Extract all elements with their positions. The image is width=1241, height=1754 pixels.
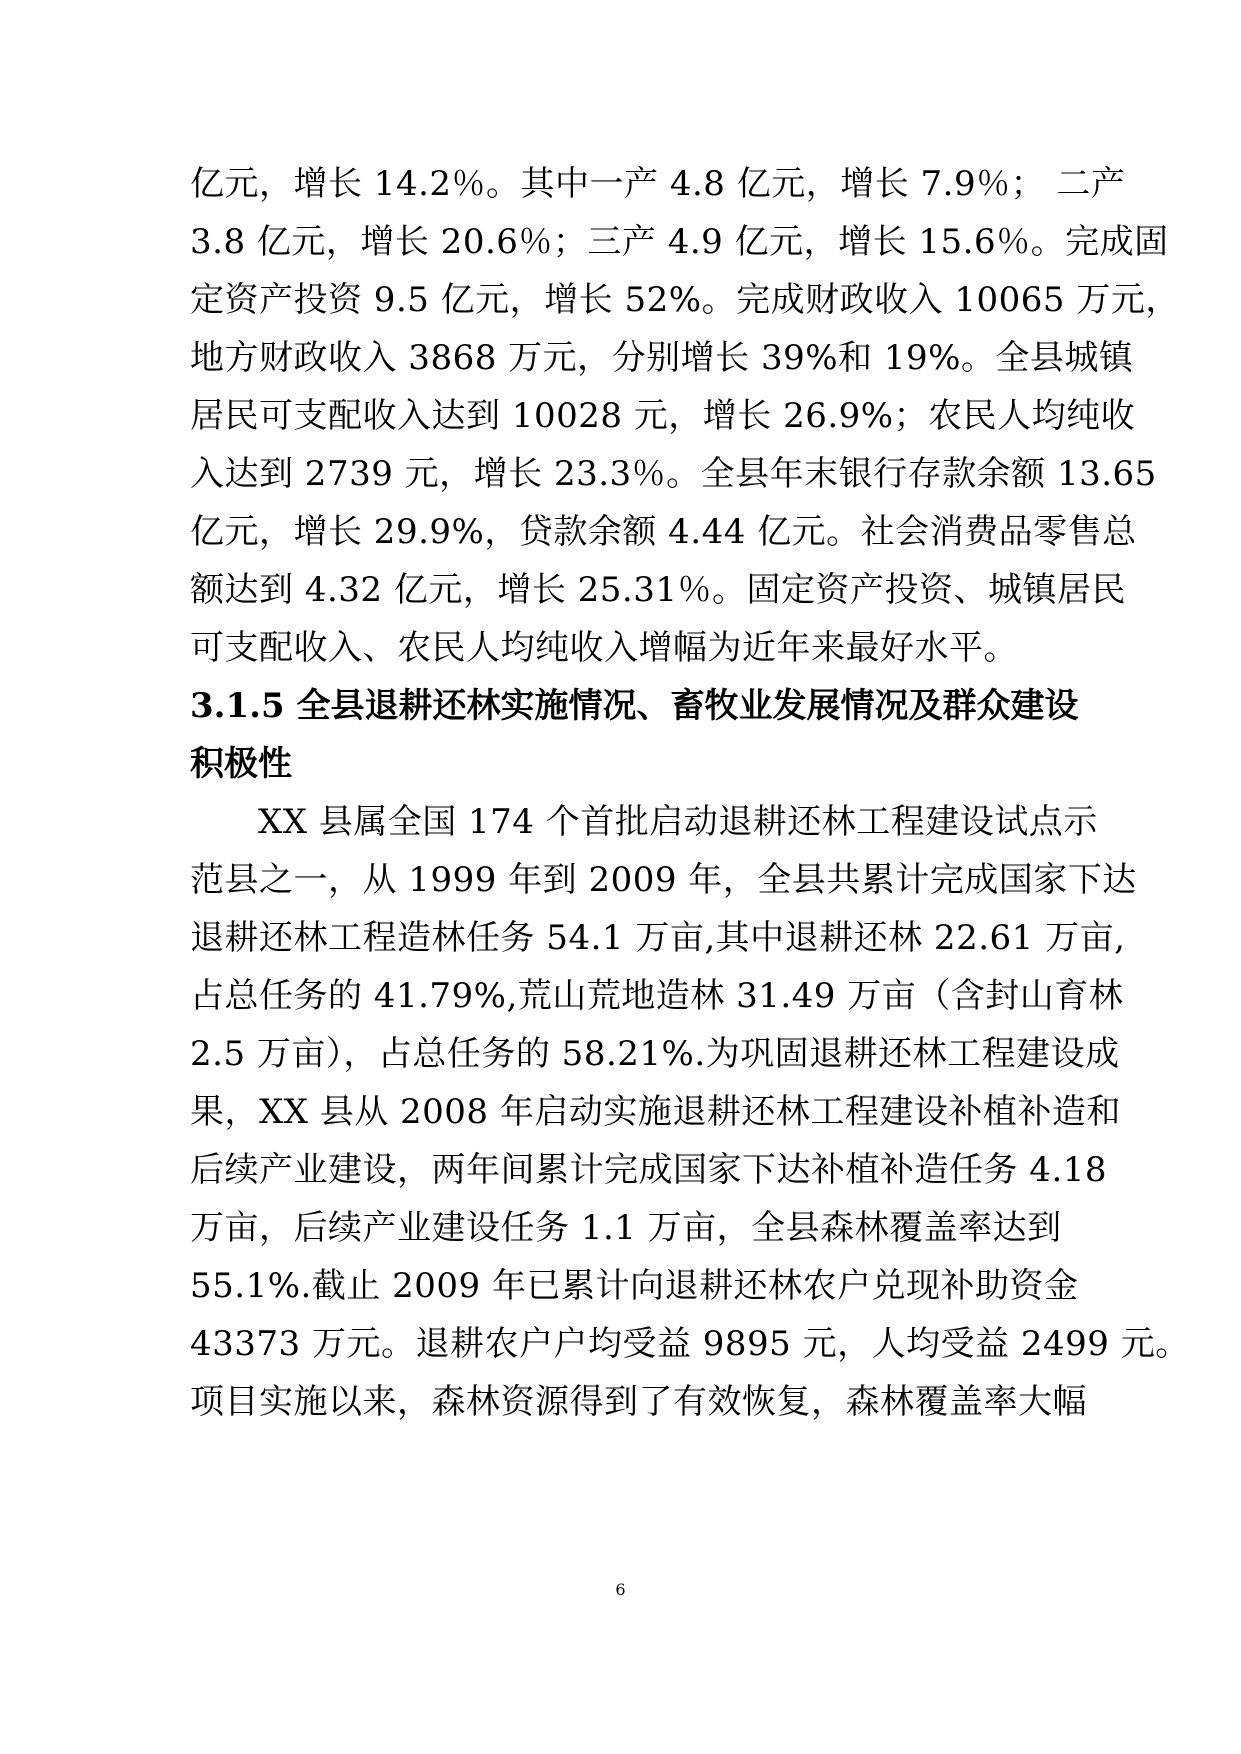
paragraph-2-line-10: 43373 万元。退耕农户户均受益 9895 元，人均受益 2499 元。	[190, 1324, 1190, 1364]
paragraph-2-line-3: 退耕还林工程造林任务 54.1 万亩,其中退耕还林 22.61 万亩,	[190, 918, 1126, 958]
paragraph-1-line-1: 亿元，增长 14.2％。其中一产 4.8 亿元，增长 7.9％； 二产	[190, 164, 1126, 204]
paragraph-2-line-8: 万亩，后续产业建设任务 1.1 万亩，全县森林覆盖率达到	[190, 1208, 1062, 1248]
paragraph-1-line-4: 地方财政收入 3868 万元，分别增长 39%和 19%。全县城镇	[190, 338, 1134, 378]
paragraph-1-line-9: 可支配收入、农民人均纯收入增幅为近年来最好水平。	[190, 628, 1018, 668]
paragraph-2-line-11: 项目实施以来，森林资源得到了有效恢复，森林覆盖率大幅	[190, 1382, 1087, 1422]
section-heading-line-2: 积极性	[190, 744, 292, 784]
paragraph-1-line-7: 亿元，增长 29.9%，贷款余额 4.44 亿元。社会消费品零售总	[190, 512, 1137, 552]
paragraph-1-line-8: 额达到 4.32 亿元，增长 25.31％。固定资产投资、城镇居民	[190, 570, 1126, 610]
paragraph-1-line-6: 入达到 2739 元，增长 23.3％。全县年末银行存款余额 13.65	[190, 454, 1157, 494]
paragraph-1-line-3: 定资产投资 9.5 亿元，增长 52%。完成财政收入 10065 万元，	[190, 280, 1180, 320]
paragraph-2-line-2: 范县之一，从 1999 年到 2009 年，全县共累计完成国家下达	[190, 860, 1137, 900]
paragraph-2-line-4: 占总任务的 41.79%,荒山荒地造林 31.49 万亩（含封山育林	[190, 976, 1124, 1016]
paragraph-2-line-6: 果，XX 县从 2008 年启动实施退耕还林工程建设补植补造和	[190, 1092, 1121, 1132]
paragraph-2-line-5: 2.5 万亩），占总任务的 58.21%.为巩固退耕还林工程建设成	[190, 1034, 1120, 1074]
paragraph-1-line-2: 3.8 亿元，增长 20.6％；三产 4.9 亿元，增长 15.6％。完成固	[190, 222, 1169, 262]
paragraph-2-line-9: 55.1%.截止 2009 年已累计向退耕还林农户兑现补助资金	[190, 1266, 1079, 1306]
section-heading-line-1: 3.1.5 全县退耕还林实施情况、畜牧业发展情况及群众建设	[190, 686, 1079, 726]
page-number: 6	[615, 1580, 626, 1599]
paragraph-1-line-5: 居民可支配收入达到 10028 元，增长 26.9%；农民人均纯收	[190, 396, 1136, 436]
paragraph-2-line-1: XX 县属全国 174 个首批启动退耕还林工程建设试点示	[258, 802, 1098, 842]
paragraph-2-line-7: 后续产业建设，两年间累计完成国家下达补植补造任务 4.18	[190, 1150, 1108, 1190]
